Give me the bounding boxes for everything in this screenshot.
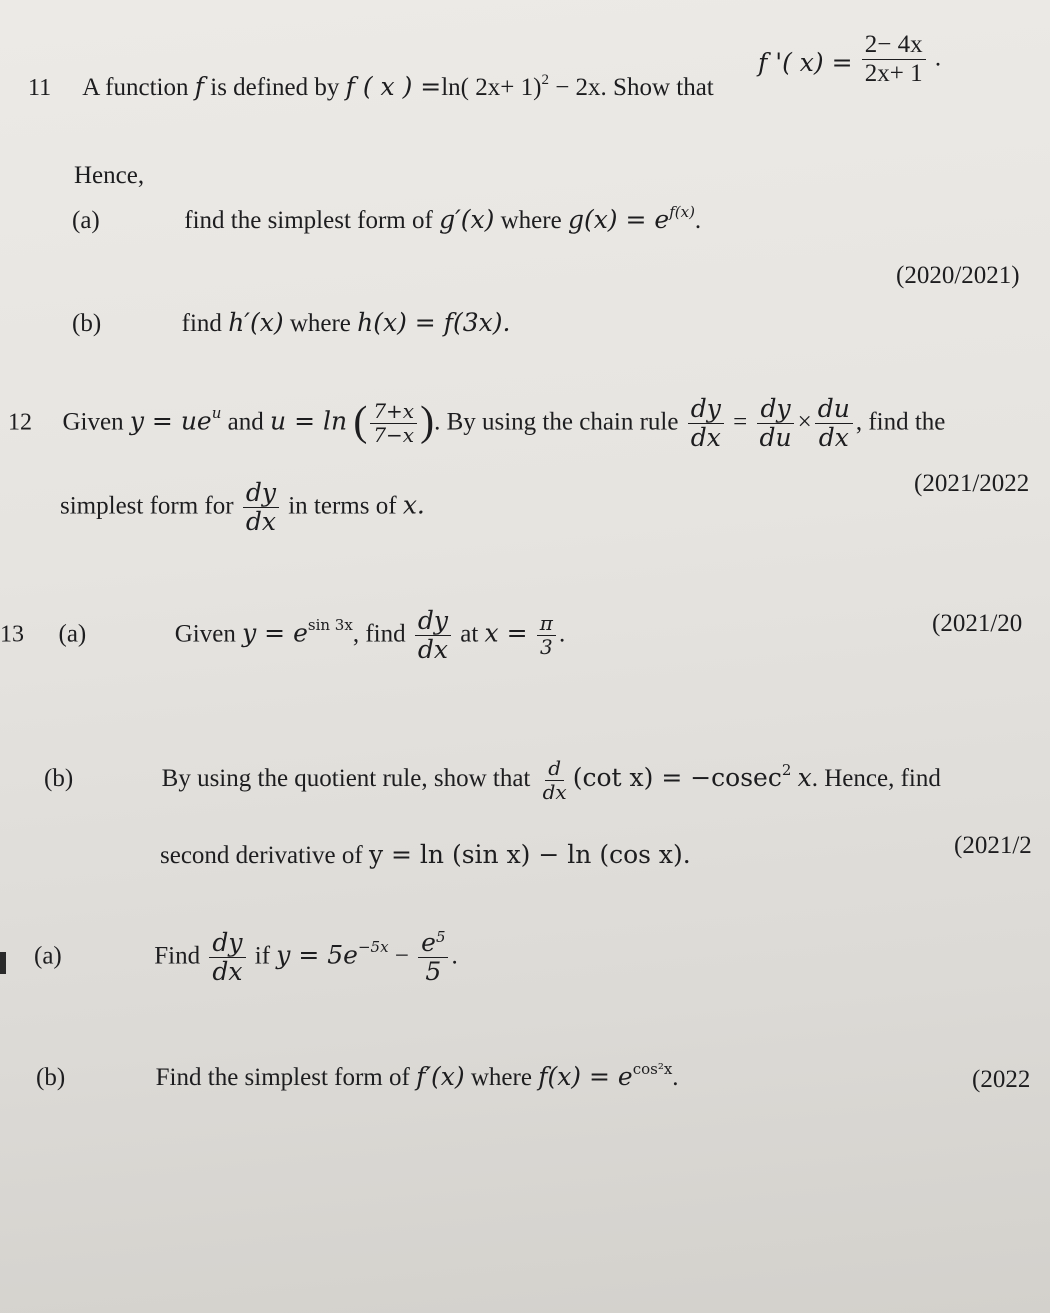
- q12-left-paren: (: [353, 398, 368, 445]
- q14a-e5-over-5: [418, 930, 448, 986]
- q12-y-eq: y = ue: [129, 406, 212, 436]
- q14a-if: if: [254, 942, 271, 970]
- q11-fraction: [862, 32, 926, 88]
- q12-dy-dx: [688, 396, 724, 452]
- q13b-year: (2021/2: [954, 832, 1032, 859]
- q11-defined-by: is defined by: [210, 74, 340, 101]
- q14a-exponent: −5x: [357, 938, 389, 957]
- q12-du-dx-num: du: [815, 396, 853, 424]
- q11-intro: A function: [82, 74, 189, 101]
- q12-u-eq: u = ln: [270, 406, 348, 436]
- q12-given: Given: [62, 408, 124, 436]
- q13a-find: , find: [352, 620, 406, 648]
- q13b-text2: second derivative of: [160, 842, 363, 869]
- q11b-where: where: [289, 310, 351, 337]
- q12-u-num: 7+x: [370, 401, 417, 424]
- q12-line: [8, 396, 945, 452]
- q12-number: 12: [8, 409, 32, 436]
- q13a-at: at: [460, 620, 479, 648]
- q13a-year: (2021/20: [932, 610, 1023, 637]
- q11b-text: find: [181, 310, 222, 337]
- q14b-period: .: [672, 1064, 679, 1091]
- q14a-e-exp: 5: [435, 928, 446, 946]
- q14a-y: y = 5e: [276, 940, 358, 970]
- q11-fprime: f '( x) =: [758, 48, 853, 78]
- q11a-period: .: [694, 207, 702, 234]
- q12-right-paren: ): [420, 398, 435, 445]
- q11a-exponent: f(x): [669, 203, 695, 221]
- q13a-period: .: [558, 620, 566, 648]
- q12-times: ×: [797, 408, 812, 436]
- q13b-hence: . Hence, find: [811, 765, 941, 793]
- q12-eq: =: [733, 408, 748, 436]
- q13a-dy-dx-den: dx: [417, 635, 448, 665]
- q14a-dy-dx: [209, 930, 245, 986]
- q13a-dy-dx: [415, 608, 451, 664]
- q14a-e5-num: [418, 930, 448, 958]
- q12-by-using: . By using the chain rule: [434, 408, 679, 436]
- q13b-x: x: [797, 763, 812, 793]
- q12-u-fraction: [370, 401, 417, 446]
- q14b-line: [36, 1062, 679, 1092]
- q12-dy-du-den: du: [759, 423, 792, 453]
- q12-du-dx: [815, 396, 853, 452]
- q11a-where: where: [500, 207, 562, 234]
- q14b-fx: f(x) = e: [538, 1062, 633, 1091]
- q12-find-the: , find the: [855, 408, 946, 436]
- q11-period: .: [934, 44, 942, 72]
- q13b-line2: [160, 840, 691, 870]
- q11b-hprime: h′(x): [228, 308, 284, 337]
- q11a-gx: g(x) = e: [567, 205, 670, 234]
- q12-y-exp: u: [211, 404, 222, 423]
- q13b-d-dx: [540, 758, 570, 803]
- q13b-square: 2: [781, 761, 792, 780]
- q11-derivative: [758, 32, 941, 88]
- q13a-label: (a): [58, 620, 87, 648]
- q14a-label: (a): [34, 942, 62, 970]
- q14a-dx: dx: [212, 957, 243, 987]
- q11-frac-num: 2− 4x: [862, 32, 926, 60]
- q11-show-that: . Show that: [600, 74, 714, 101]
- q13a-x: x =: [484, 618, 528, 648]
- q13a-pi: π: [537, 613, 556, 636]
- q14a-line: [34, 930, 458, 986]
- q14a-dy: dy: [209, 930, 245, 958]
- q14a-find: Find: [154, 942, 201, 970]
- q11a-gprime: g′(x): [439, 205, 495, 234]
- q13a-pi-over-3: [537, 613, 556, 658]
- q14a-e: e: [421, 928, 436, 957]
- q11a-line: [72, 205, 701, 235]
- q13-number: 13: [0, 621, 24, 648]
- q13a-exponent: sin 3x: [307, 616, 353, 635]
- q14a-five: 5: [425, 957, 442, 987]
- q11b-line: [72, 308, 510, 338]
- q11-ln-expr: ln( 2x+ 1): [441, 74, 542, 101]
- q12-du-dx-den: dx: [818, 423, 849, 453]
- q13b-d: d: [545, 758, 564, 781]
- q14b-exponent: cos²x: [632, 1060, 673, 1078]
- q11a-label: (a): [72, 207, 100, 234]
- q11-line: [28, 72, 714, 102]
- q12-dy-du: [756, 396, 794, 452]
- q11b-expr: h(x) = f(3x).: [357, 308, 511, 337]
- q11-fx: f ( x ) =: [345, 72, 442, 101]
- q11-tail: − 2x: [555, 74, 601, 101]
- q14b-year: (2022: [972, 1066, 1031, 1093]
- q14b-label: (b): [36, 1064, 66, 1091]
- q14a-minus: −: [394, 942, 409, 970]
- q12-dy-dx-2: [243, 480, 279, 536]
- q13a-dy-dx-num: dy: [415, 608, 451, 636]
- q12-simplest: simplest form for: [60, 492, 234, 520]
- q11-number: 11: [28, 75, 52, 101]
- q13a-y: y = e: [242, 618, 308, 648]
- q12-in-terms: in terms of: [288, 492, 397, 520]
- q11a-text: find the simplest form of: [184, 207, 433, 234]
- q12-dy-dx-num: dy: [688, 396, 724, 424]
- q13b-cot: (cot x) = −cosec: [572, 763, 782, 793]
- q11b-label: (b): [72, 310, 102, 337]
- q13a-three: 3: [539, 635, 553, 660]
- q12-dy-dx-den: dx: [690, 423, 721, 453]
- q12-line2: [60, 480, 425, 536]
- q14b-text: Find the simplest form of: [155, 1064, 410, 1091]
- q13b-expr: y = ln (sin x) − ln (cos x).: [368, 840, 691, 869]
- q12-and: and: [227, 408, 264, 436]
- q11-year: (2020/2021): [896, 262, 1020, 289]
- q12-u-den: 7−x: [373, 423, 415, 448]
- q12-dy-dx-2-den: dx: [245, 507, 276, 537]
- q14a-period: .: [451, 942, 458, 970]
- q12-year: (2021/2022: [914, 470, 1030, 497]
- q13a-line: [0, 608, 565, 664]
- q11-var-f: f: [194, 72, 204, 101]
- q14-number-stub: [0, 952, 6, 974]
- q12-dy-du-num: dy: [757, 396, 793, 424]
- q13a-given: Given: [174, 620, 236, 648]
- q12-dy-dx-2-num: dy: [243, 480, 279, 508]
- q11-hence: Hence,: [74, 162, 145, 189]
- q11-frac-den: 2x+ 1: [864, 60, 923, 88]
- q14b-fprime: f′(x): [416, 1062, 465, 1091]
- q11-square: 2: [541, 72, 549, 88]
- q13b-line: [44, 758, 941, 803]
- q13b-dx: dx: [542, 780, 567, 804]
- q14b-where: where: [470, 1064, 532, 1091]
- q13b-text1: By using the quotient rule, show that: [161, 765, 531, 793]
- q13b-label: (b): [44, 765, 74, 793]
- q12-x: x.: [402, 490, 425, 520]
